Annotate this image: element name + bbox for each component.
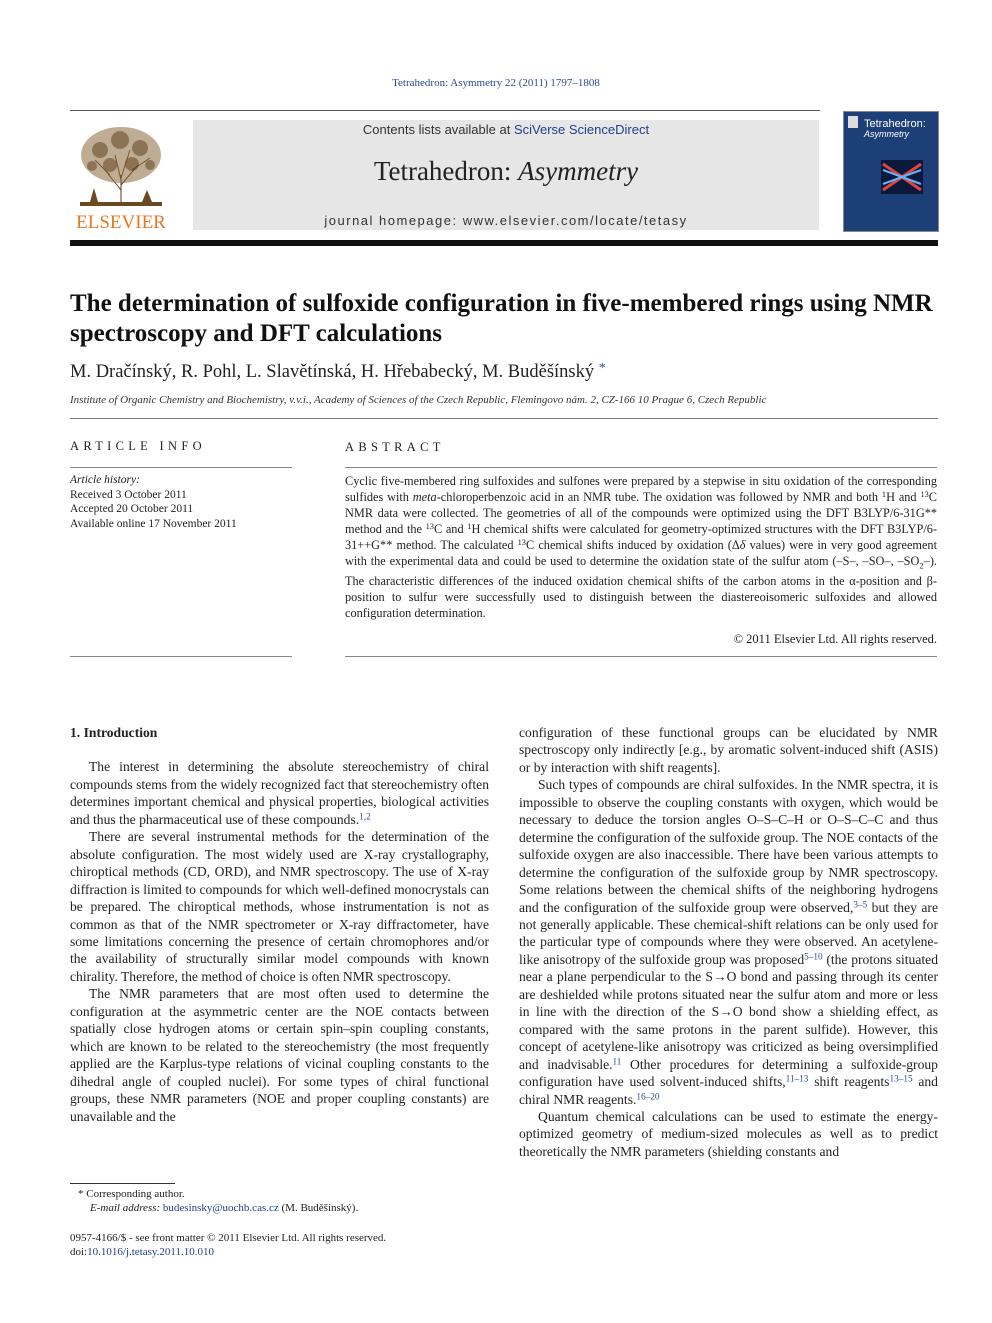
reference-link[interactable]: 11–13 xyxy=(785,1073,809,1084)
homepage-link[interactable]: www.elsevier.com/locate/tetasy xyxy=(462,213,688,228)
doi-link[interactable]: 10.1016/j.tetasy.2011.10.010 xyxy=(87,1246,215,1258)
affiliation: Institute of Organic Chemistry and Biochemistry, v.v.i., Academy of Sciences of the Czech Republic, Flemingovo nám. 2, CZ-166 10 Prague 6, Czech Republic xyxy=(70,394,767,406)
abstract-rule xyxy=(345,467,937,468)
copyright-line: © 2011 Elsevier Ltd. All rights reserved. xyxy=(733,632,937,646)
footnote: * Corresponding author. E-mail address: budesinsky@uochb.cas.cz (M. Buděšínský). xyxy=(78,1188,359,1214)
email-link[interactable]: budesinsky@uochb.cas.cz xyxy=(162,1202,279,1214)
section-heading-introduction: 1. Introduction xyxy=(70,725,158,740)
footnote-mark: * xyxy=(78,1188,87,1200)
journal-cover-image xyxy=(843,111,939,232)
cover-title: Tetrahedron: Asymmetry xyxy=(864,118,926,139)
header-rule xyxy=(70,110,820,111)
paragraph: There are several instrumental methods for the determination of the absolute configuration. The most widely used are X-ray crystallography, chiroptical methods (CD, ORD), and NMR spectroscopy. The use of X-ray diffraction is limited to compounds for which well-defined monocrystals can be prepared. The chiroptical methods, whose instrumentation is not as common as that of the NMR spectrometer or X-ray diffractometer, have some limitations concerning the presence of certain chromophores and/or the availability of structurally similar model compounds with known chirality. Therefore, the method of choice is often NMR spectroscopy. xyxy=(70,829,489,984)
paragraph: The interest in determining the absolute stereochemistry of chiral compounds stems from the widely recognized fact that stereochemistry often determines important chemical and physical properties, biological activities and thus the pharmaceutical use of these compounds.$^{1,2}$ xyxy=(70,759,489,827)
article-history: Article history: Received 3 October 2011 Accepted 20 October 2011 Available online 17 November 2011 xyxy=(70,474,237,530)
reference-link[interactable]: 5–10 xyxy=(804,951,823,962)
article-info-bottom-rule xyxy=(70,656,292,657)
header-thick-rule xyxy=(70,240,938,246)
article-info-heading: ARTICLE INFO xyxy=(70,439,206,453)
elsevier-wordmark: ELSEVIER xyxy=(76,212,166,232)
cover-publisher-mark xyxy=(848,116,858,128)
reference-link[interactable]: 1,2 xyxy=(359,811,371,822)
footnote-rule xyxy=(70,1183,175,1184)
journal-title: Tetrahedron: Asymmetry xyxy=(373,156,639,186)
reference-link[interactable]: 13–15 xyxy=(889,1073,913,1084)
paragraph: configuration of these functional groups can be elucidated by NMR spectroscopy only indirectly [e.g., by aromatic solvent-induced shift (ASIS) or by interaction with shift reagents]. xyxy=(519,725,938,775)
paragraph: Such types of compounds are chiral sulfoxides. In the NMR spectra, it is impossible to observe the coupling constants with oxygen, which would be necessary to deduce the torsion angles O–S–C–H or O–S–C–C and thus determine the configuration of the sulfoxide group. The NOE contacts of the sulfoxide oxygen are also inaccessible. There have been various attempts to determine the configuration of the sulfoxide group by NMR spectroscopy. Some relations between the chemical shifts of the neighboring hydrogens and the configuration of the sulfoxide group were observed,$^{3-5}$ but they are not generally applicable. These chemical-shift relations can be only used for the particular type of compounds where they were observed. An acetylene-like anisotropy of the sulfoxide group was proposed$^{5-10}$ (the protons situated near a plane perpendicular to the S→O bond and passing through its center are deshielded while protons situated near the sulfur atom and more or less in line with the direction of the S→O bond show a shielding effect, as compared with the same protons in the parent sulfide). However, this concept of acetylene-like anisotropy was criticized as being oversimplified and inadvisable.$^{11}$ Other procedures for determining a sulfoxide-group configuration have used solvent-induced shifts,$^{11-13}$ shift reagents$^{13-15}$ and chiral NMR reagents.$^{16-20}$ xyxy=(519,777,938,1107)
journal-citation: Tetrahedron: Asymmetry 22 (2011) 1797–1808 xyxy=(392,77,600,89)
elsevier-logo xyxy=(70,120,172,232)
paragraph: Quantum chemical calculations can be used to estimate the energy-optimized geometry of medium-sized molecules as well as to predict theoretically the NMR parameters (shielding constants and xyxy=(519,1108,938,1159)
article-title: The determination of sulfoxide configuration in five-membered rings using NMR spectroscopy and DFT calculations xyxy=(70,290,933,347)
journal-banner xyxy=(193,120,819,230)
body-column-right xyxy=(519,724,938,1160)
journal-homepage: journal homepage: www.elsevier.com/locate/tetasy xyxy=(324,213,688,228)
abstract-bottom-rule xyxy=(345,656,937,657)
author-list: M. Dračínský, R. Pohl, L. Slavětínská, H. Hřebabecký, M. Buděšínský * xyxy=(70,361,606,382)
abstract-text: Cyclic five-membered ring sulfoxides and sulfones were prepared by a stepwise in situ oxidation of the corresponding sulfides with meta-chloroperbenzoic acid in an NMR tube. The oxidation was followed by NMR and both $^1$H and $^{13}$C NMR data were collected. The geometries of all of the compounds were optimized using the DFT B3LYP/6-31G** method and the $^{13}$C and $^1$H chemical shifts were calculated for geometry-optimized structures with the DFT B3LYP/6-31++G** method. The calculated $^{13}$C chemical shifts induced by oxidation (Δδ values) were in very good agreement with the experimental data and could be used to determine the oxidation state of the sulfur atom (–S–, –SO–, $-SO_2-$). The characteristic differences of the induced oxidation chemical shifts of the carbon atoms in the α-position and β-position to sulfur were successfully used to distinguish between the diastereoisomeric sulfoxides and allowed configuration determination. xyxy=(345,474,937,621)
contents-line: Contents lists available at SciVerse ScienceDirect xyxy=(362,122,650,137)
reference-link[interactable]: 11 xyxy=(612,1056,622,1066)
cover-artwork xyxy=(881,160,923,194)
corresponding-author-mark[interactable]: * xyxy=(598,361,606,376)
body-column-left xyxy=(70,724,489,1125)
reference-link[interactable]: 3–5 xyxy=(853,898,868,909)
paragraph: The NMR parameters that are most often used to determine the configuration at the asymmetric center are the NOE contacts between spatially close hydrogen atoms or certain spin–spin coupling constants, which are known to be related to the stereochemistry (the most frequently applied are the Karplus-type relations of vicinal coupling constants to the dihedral angle of coupled nuclei). For some types of chiral functional groups, these NMR parameters (NOE and proper coupling constants) are unavailable and the xyxy=(70,986,489,1124)
sciencedirect-link[interactable]: SciVerse ScienceDirect xyxy=(513,122,650,137)
section-rule xyxy=(70,418,938,419)
reference-link[interactable]: 16–20 xyxy=(636,1090,660,1101)
issn-doi: 0957-4166/$ - see front matter © 2011 Elsevier Ltd. All rights reserved. doi:10.1016/j.tetasy.2011.10.010 xyxy=(70,1232,387,1258)
abstract-heading: ABSTRACT xyxy=(345,440,445,454)
article-info-rule xyxy=(70,467,292,468)
